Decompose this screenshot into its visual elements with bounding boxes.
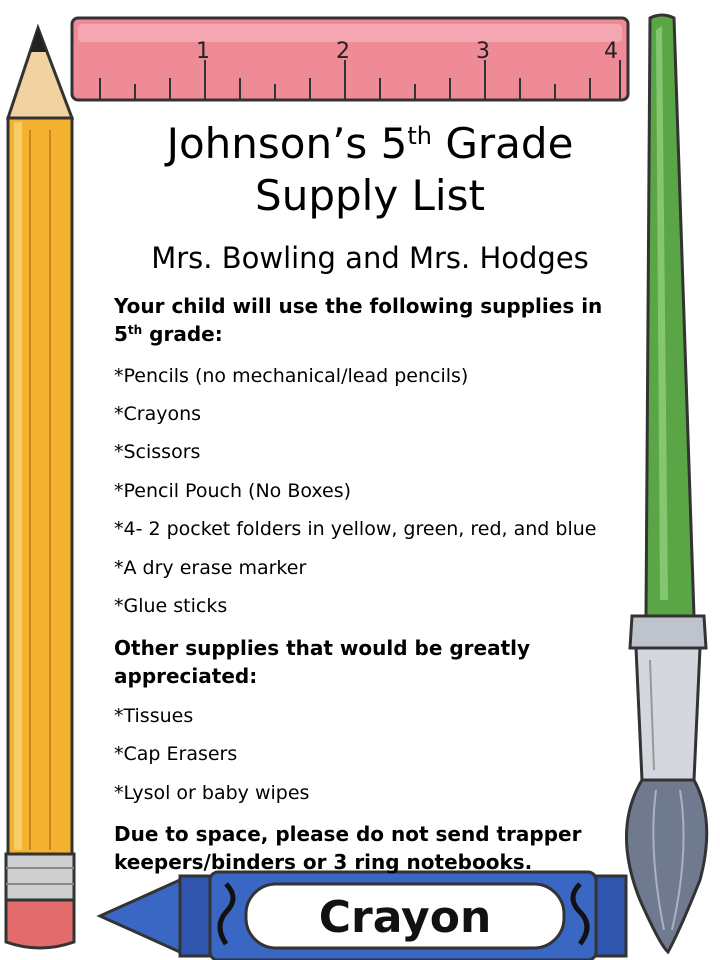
list-item: *Cap Erasers xyxy=(114,743,238,765)
list-item: *Pencils (no mechanical/lead pencils) xyxy=(114,365,469,387)
list-item: *Pencil Pouch (No Boxes) xyxy=(114,480,352,502)
list-item: *Glue sticks xyxy=(114,595,228,617)
intro-heading xyxy=(114,292,634,348)
other-heading-block xyxy=(114,634,554,690)
intro-tail: grade: xyxy=(142,322,223,346)
note-block xyxy=(114,820,614,876)
ruler-number: 2 xyxy=(336,39,350,64)
title-suffix: Grade xyxy=(432,119,574,168)
ruler-number: 3 xyxy=(476,39,490,64)
title-line-2: Supply List xyxy=(255,171,485,220)
list-item: *Scissors xyxy=(114,441,201,463)
title-superscript: th xyxy=(407,122,433,150)
list-item: *A dry erase marker xyxy=(114,557,307,579)
title-prefix: Johnson’s 5 xyxy=(166,119,408,168)
other-supplies-heading: Other supplies that would be greatly appreciated: xyxy=(114,636,531,688)
intro-superscript: th xyxy=(127,323,143,337)
ruler-number: 1 xyxy=(196,39,210,64)
list-item: *Crayons xyxy=(114,403,202,425)
teachers-subtitle: Mrs. Bowling and Mrs. Hodges xyxy=(151,241,589,275)
list-item: *Lysol or baby wipes xyxy=(114,782,310,804)
page-title xyxy=(120,118,620,222)
intro-heading-block xyxy=(114,292,634,348)
intro-text: Your child will use the following supplies in 5 xyxy=(114,294,603,346)
space-note: Due to space, please do not send trapper keepers/binders or 3 ring notebooks. xyxy=(114,822,582,874)
list-item: *Tissues xyxy=(114,705,194,727)
list-item: *4- 2 pocket folders in yellow, green, red, and blue xyxy=(114,518,597,540)
ruler-number: 4 xyxy=(604,39,618,64)
crayon-label: Crayon xyxy=(318,892,492,943)
